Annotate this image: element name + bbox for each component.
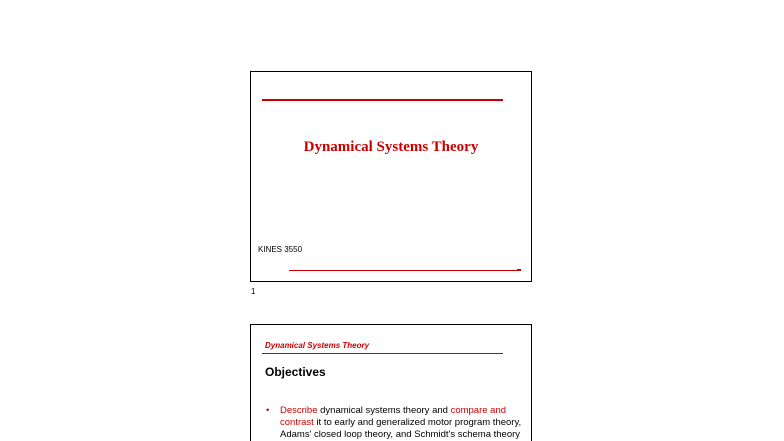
- course-code: KINES 3550: [258, 245, 303, 254]
- slide-2-top-rule: [262, 353, 503, 354]
- objective-text-part-2: it to early and generalized motor program theory, Adams' closed loop theory, and Schmidt's schema theory: [280, 417, 522, 440]
- objective-text-part-1: dynamical systems theory and: [317, 405, 451, 416]
- slide-number: 1: [251, 287, 256, 296]
- slide-1-top-rule: [262, 99, 503, 101]
- objectives-list: [265, 405, 527, 441]
- slide-header-label: Dynamical Systems Theory: [265, 341, 370, 350]
- slide-title: Dynamical Systems Theory: [303, 139, 479, 155]
- objective-verb-compare: compare and contrast: [280, 405, 507, 428]
- slide-1-title: [250, 71, 532, 282]
- objective-verb-describe: Describe: [280, 405, 318, 416]
- slide-2-objectives: [250, 324, 532, 441]
- slide-1-bottom-tick: [517, 269, 521, 271]
- slide-1-bottom-rule: [289, 270, 517, 271]
- objectives-heading: Objectives: [265, 365, 326, 379]
- list-item: [265, 405, 527, 441]
- bullet-icon: •: [266, 405, 270, 416]
